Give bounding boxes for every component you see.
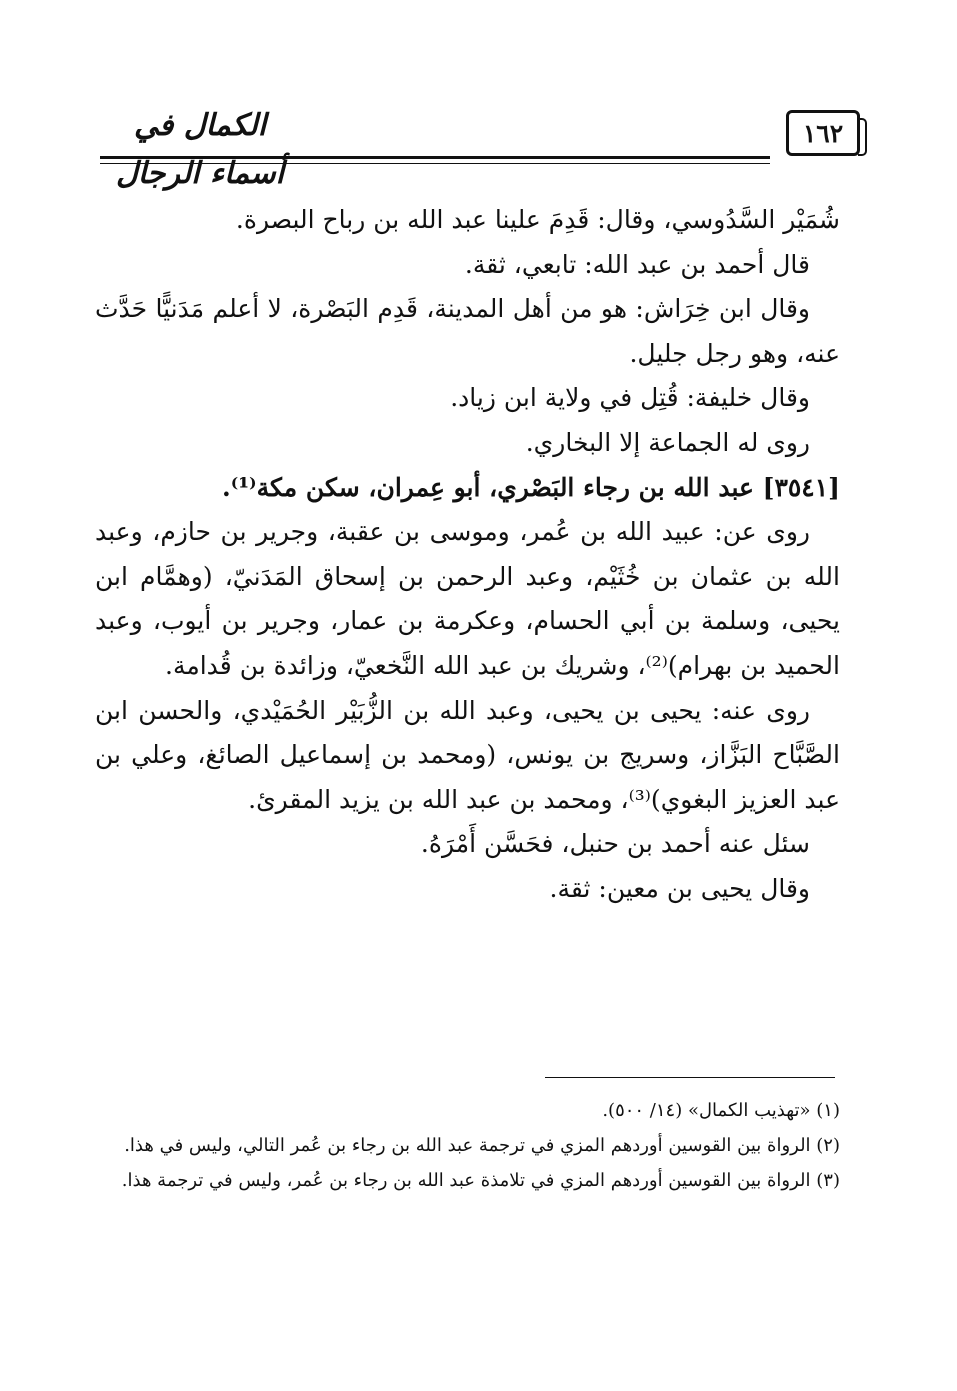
paragraph-5: روى له الجماعة إلا البخاري. xyxy=(525,427,810,457)
entry-heading: [٣٥٤١] عبد الله بن رجاء البَصْري، أبو عِمران، سكن مكة⁽¹⁾. xyxy=(222,472,840,502)
footnote-1: (١) «تهذيب الكمال» (١٤/ ٥٠٠). xyxy=(602,1100,840,1121)
header-rule-thick xyxy=(100,156,770,159)
header-rule-thin xyxy=(100,163,770,164)
paragraph-7: روى عنه: يحيى بن يحيى، وعبد الله بن الزُّبَيْر الحُمَيْدي، والحسن ابن الصَّبَّاح البَزَّاز، وسريج بن يونس، (ومحمد بن إسماعيل الصائغ، وعلي بن عبد العزيز البغوي)⁽³⁾، ومحمد بن عبد الله بن يزيد المقرئ. xyxy=(95,695,840,814)
page-header xyxy=(100,90,860,191)
footnote-separator xyxy=(545,1077,835,1078)
paragraph-4: وقال خليفة: قُتِل في ولاية ابن زياد. xyxy=(450,383,810,413)
paragraph-6: روى عن: عبيد الله بن عُمر، وموسى بن عقبة، وجرير بن حازم، وعبد الله بن عثمان بن خُثَيْم، وعبد الرحمن بن إسحاق المَدَنيّ، (وهمَّام ابن يحيى، وسلمة بن أبي الحسام، وعكرمة بن عمار، وجرير بن أيوب، وعبد الحميد بن بهرام)⁽²⁾، وشريك بن عبد الله النَّخعيّ، وزائدة بن قُدامة. xyxy=(95,517,840,680)
page-number: ١٦٢ xyxy=(786,110,860,156)
footnotes xyxy=(95,1093,840,1198)
footnote-2: (٢) الرواة بين القوسين أوردهم المزي في ترجمة عبد الله بن رجاء بن عُمر التالي، وليس في هذا. xyxy=(124,1135,840,1156)
paragraph-9: وقال يحيى بن معين: ثقة. xyxy=(549,873,810,903)
book-title-calligraphy: الكمال في أسماء الرجال xyxy=(115,108,285,191)
paragraph-2: قال أحمد بن عبد الله: تابعي، ثقة. xyxy=(464,249,810,279)
footnote-3: (٣) الرواة بين القوسين أوردهم المزي في تلامذة عبد الله بن رجاء بن عُمر، وليس في ترجمة هذا. xyxy=(121,1170,840,1191)
paragraph-3: وقال ابن خِرَاش: هو من أهل المدينة، قَدِم البَصْرة، لا أعلم مَدَنيًّا حَدَّث عنه، وهو رجل جليل. xyxy=(95,294,840,368)
main-text xyxy=(95,198,840,912)
paragraph-8: سئل عنه أحمد بن حنبل، فحَسَّن أَمْرَهُ. xyxy=(420,829,810,859)
paragraph-1: شُمَيْر السَّدُوسي، وقال: قَدِمَ علينا عبد الله بن رباح البصرة. xyxy=(235,205,840,234)
